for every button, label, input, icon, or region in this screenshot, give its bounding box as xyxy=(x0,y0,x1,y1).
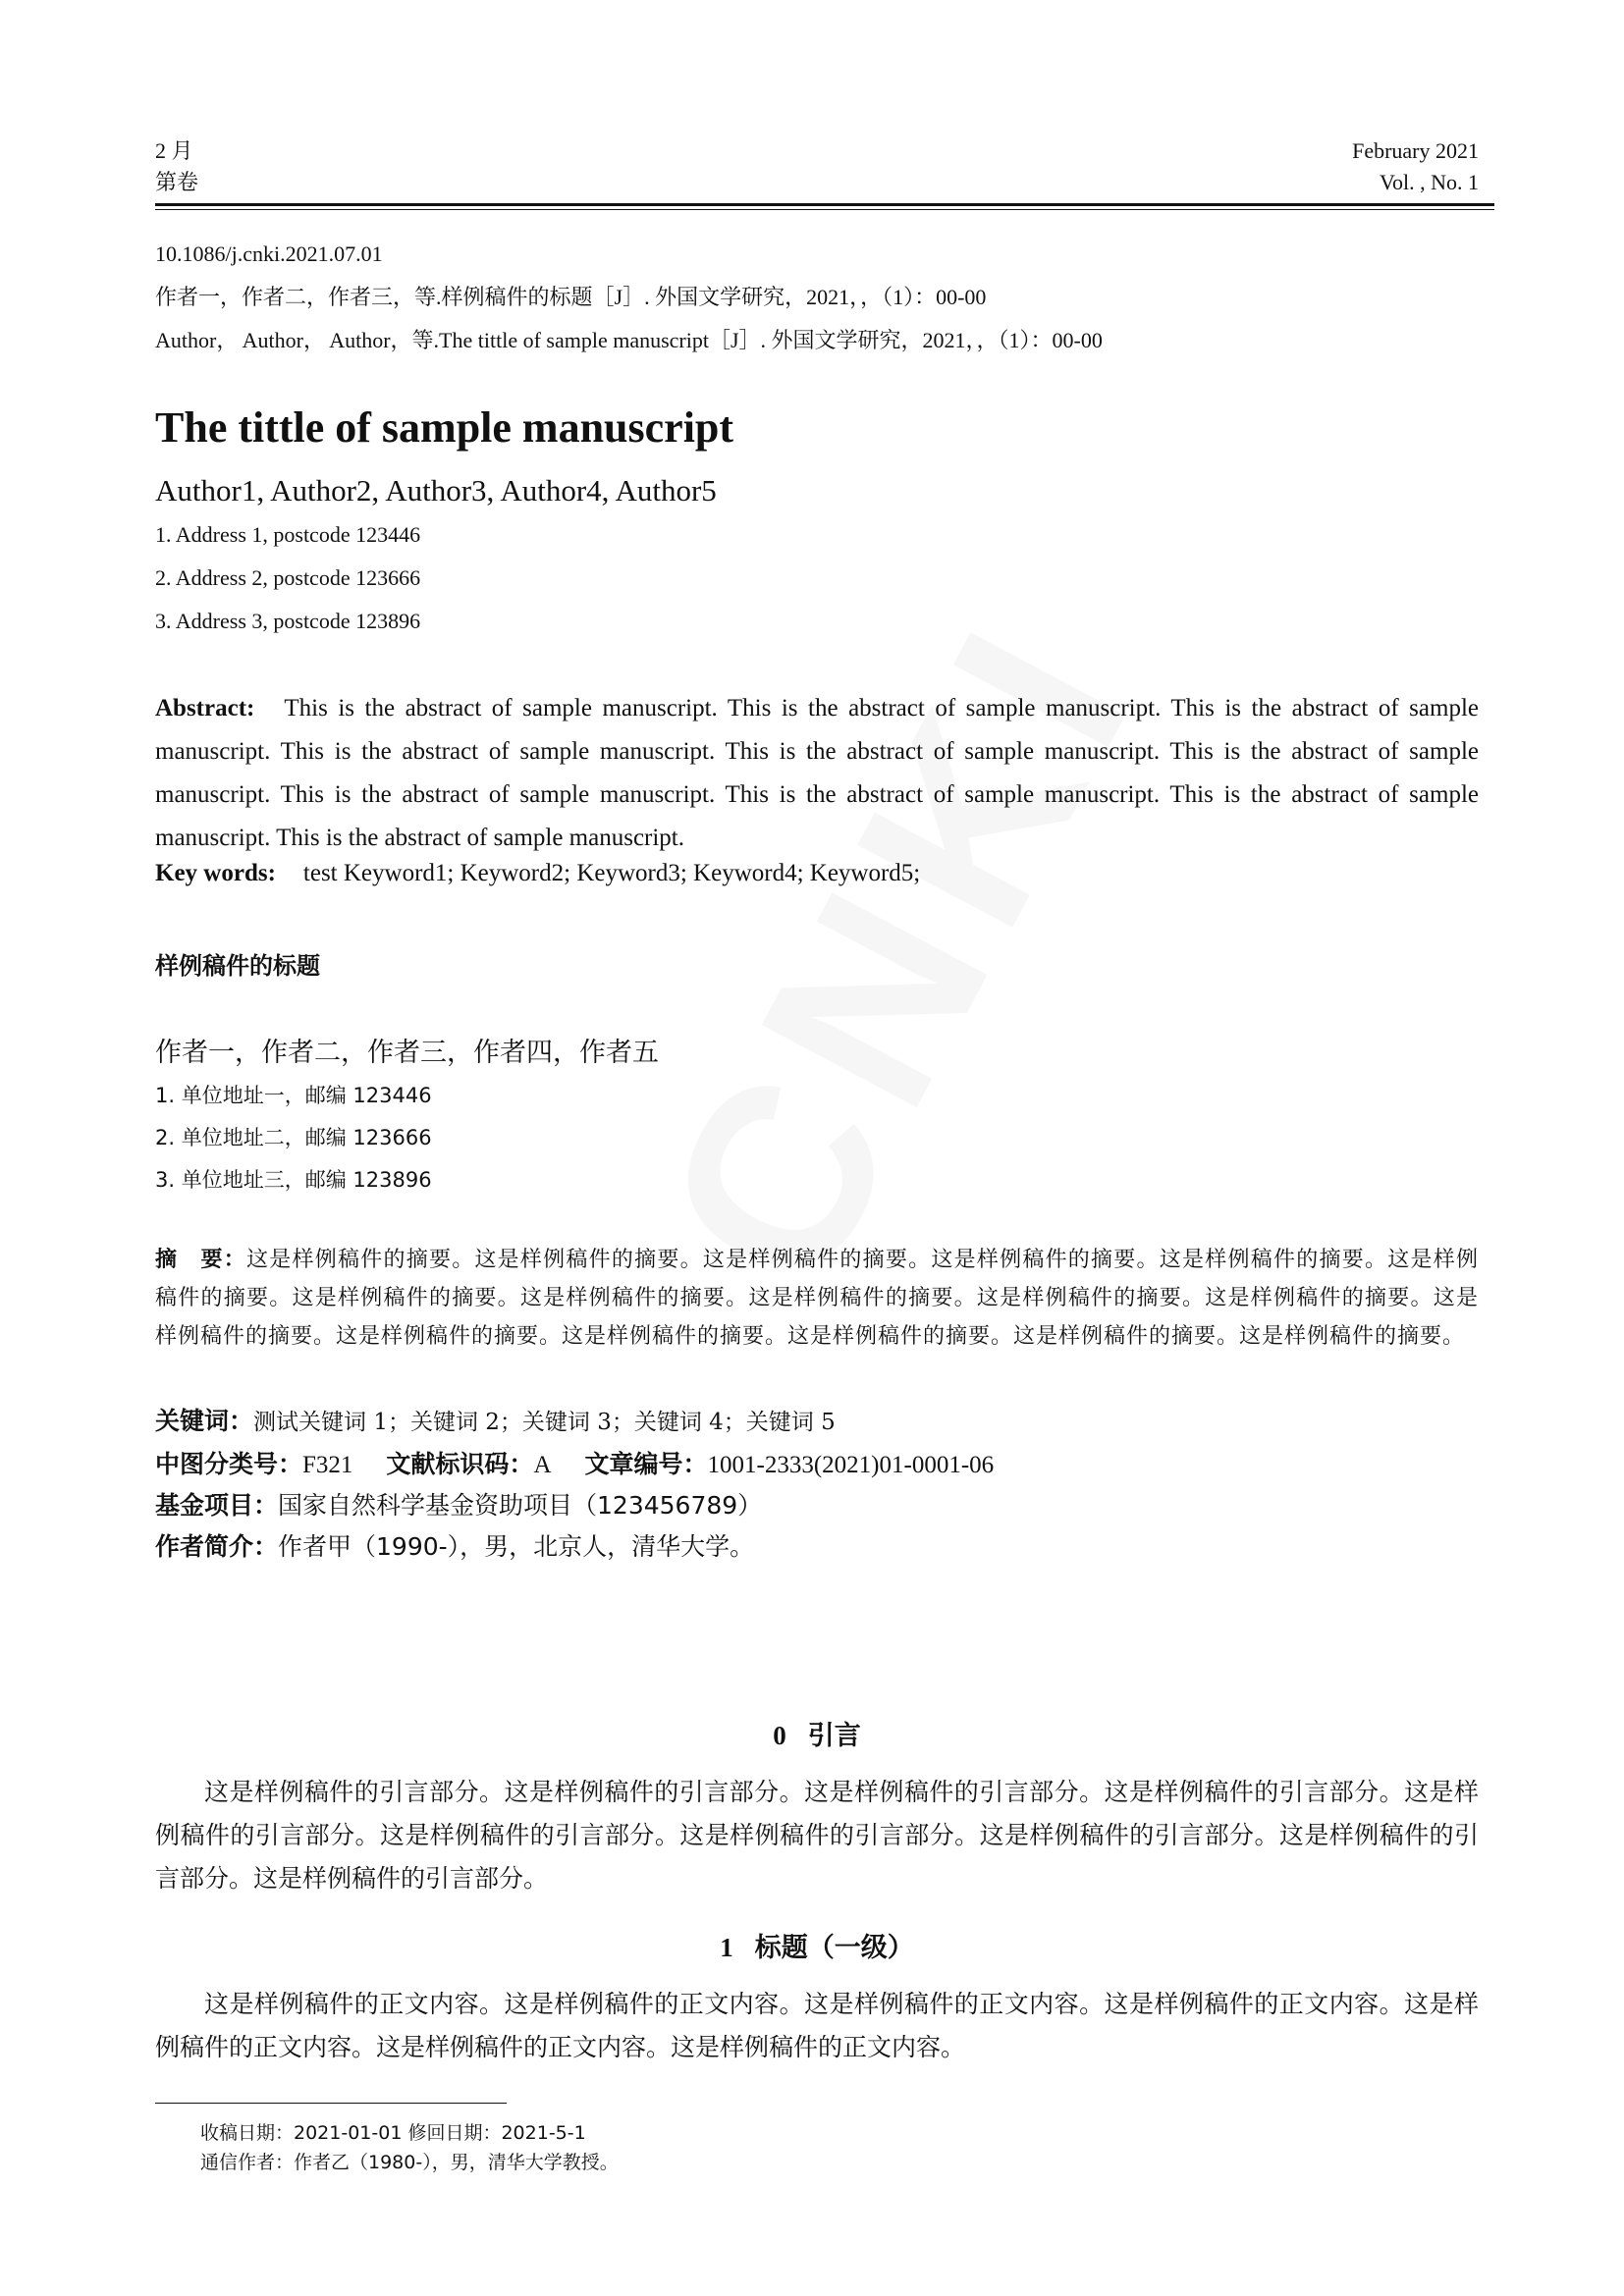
fund-line xyxy=(155,1486,762,1522)
citation-en: Author， Author， Author，等.The tittle of sample manuscript［J］. 外国文学研究，2021，，（1）：00-00 xyxy=(155,328,1103,352)
section-heading-0 xyxy=(155,1714,1479,1752)
abstract-cn xyxy=(155,1241,1479,1356)
address-cn-3: 3. 单位地址三，邮编 123896 xyxy=(155,1168,432,1192)
paper-title-en: The tittle of sample manuscript xyxy=(155,403,734,452)
author-bio-label: 作者简介： xyxy=(155,1532,279,1561)
keywords-en xyxy=(155,860,920,887)
abstract-en xyxy=(155,687,1479,860)
author-bio-line xyxy=(155,1527,754,1563)
doc-code-value: A xyxy=(533,1452,552,1478)
doc-code-label: 文献标识码： xyxy=(386,1450,534,1478)
header-rule-thick xyxy=(155,203,1494,206)
fund-value: 国家自然科学基金资助项目（123456789） xyxy=(278,1491,763,1520)
address-en-2: 2. Address 2, postcode 123666 xyxy=(155,565,421,590)
section-title-0: 引言 xyxy=(807,1721,861,1751)
article-number-label: 文章编号： xyxy=(584,1450,708,1478)
header-month: 2 月 xyxy=(155,138,193,163)
classification-line xyxy=(155,1445,994,1480)
address-en-3: 3. Address 3, postcode 123896 xyxy=(155,609,421,633)
keywords-en-label: Key words: xyxy=(155,860,276,886)
article-number-value: 1001-2333(2021)01-0001-06 xyxy=(707,1452,995,1478)
paper-title-cn: 样例稿件的标题 xyxy=(155,952,320,980)
header-date: February 2021 xyxy=(1352,138,1479,163)
footnote-dates: 收稿日期：2021-01-01 修回日期：2021-5-1 xyxy=(200,2122,586,2144)
abstract-en-label: Abstract: xyxy=(155,695,255,721)
section-title-1: 标题（一级） xyxy=(754,1933,914,1963)
clc-value: F321 xyxy=(302,1452,353,1478)
citation-cn: 作者一，作者二，作者三，等.样例稿件的标题［J］. 外国文学研究，2021，，（1）：00-00 xyxy=(155,285,987,309)
section-text-1: 这是样例稿件的正文内容。这是样例稿件的正文内容。这是样例稿件的正文内容。这是样例稿件的正文内容。这是样例稿件的正文内容。这是样例稿件的正文内容。这是样例稿件的正文内容。 xyxy=(155,1990,1479,2061)
section-number-0: 0 xyxy=(773,1721,786,1750)
header-volume: Vol. , No. 1 xyxy=(1379,170,1479,194)
address-cn-2: 2. 单位地址二，邮编 123666 xyxy=(155,1126,432,1149)
section-text-0: 这是样例稿件的引言部分。这是样例稿件的引言部分。这是样例稿件的引言部分。这是样例稿件的引言部分。这是样例稿件的引言部分。这是样例稿件的引言部分。这是样例稿件的引言部分。这是样例稿件的引言部分。这是样例稿件的引言部分。这是样例稿件的引言部分。 xyxy=(155,1778,1479,1893)
abstract-cn-label: 摘 要： xyxy=(155,1248,246,1272)
author-bio-value: 作者甲（1990-），男，北京人，清华大学。 xyxy=(278,1532,755,1561)
header-rule-thin xyxy=(155,209,1494,210)
keywords-cn-text: 测试关键词 1；关键词 2；关键词 3；关键词 4；关键词 5 xyxy=(253,1410,836,1435)
fund-label: 基金项目： xyxy=(155,1491,279,1520)
abstract-cn-text: 这是样例稿件的摘要。这是样例稿件的摘要。这是样例稿件的摘要。这是样例稿件的摘要。这是样例稿件的摘要。这是样例稿件的摘要。这是样例稿件的摘要。这是样例稿件的摘要。这是样例稿件的摘要。这是样例稿件的摘要。这是样例稿件的摘要。这是样例稿件的摘要。这是样例稿件的摘要。这是样例稿件的摘要。这是样例稿件的摘要。这是样例稿件的摘要。这是样例稿件的摘要。 xyxy=(155,1248,1479,1349)
keywords-cn xyxy=(155,1402,836,1437)
doi: 10.1086/j.cnki.2021.07.01 xyxy=(155,241,383,266)
address-en-1: 1. Address 1, postcode 123446 xyxy=(155,522,421,547)
footnote-rule xyxy=(155,2103,507,2104)
keywords-en-text: test Keyword1; Keyword2; Keyword3; Keyword4; Keyword5; xyxy=(302,860,921,886)
clc-label: 中图分类号： xyxy=(155,1450,303,1478)
authors-cn: 作者一，作者二，作者三，作者四，作者五 xyxy=(155,1038,659,1068)
authors-en: Author1, Author2, Author3, Author4, Author5 xyxy=(155,473,717,507)
abstract-en-text: This is the abstract of sample manuscript. This is the abstract of sample manuscript. This is the abstract of sample manuscript. This is the abstract of sample manuscript. This is the abstract of sample manuscript. This is the abstract of sample manuscript. This is the abstract of sample manuscript. This is the abstract of sample manuscript. This is the abstract of sample manuscript. This is the abstract of sample manuscript. xyxy=(155,695,1479,851)
address-cn-1: 1. 单位地址一，邮编 123446 xyxy=(155,1084,432,1107)
section-number-1: 1 xyxy=(720,1933,733,1962)
keywords-cn-label: 关键词： xyxy=(155,1407,254,1435)
section-heading-1 xyxy=(155,1926,1479,1964)
header-volume-cn: 第卷 xyxy=(155,170,199,194)
footnote-corresponding-author: 通信作者：作者乙（1980-），男，清华大学教授。 xyxy=(200,2152,619,2173)
